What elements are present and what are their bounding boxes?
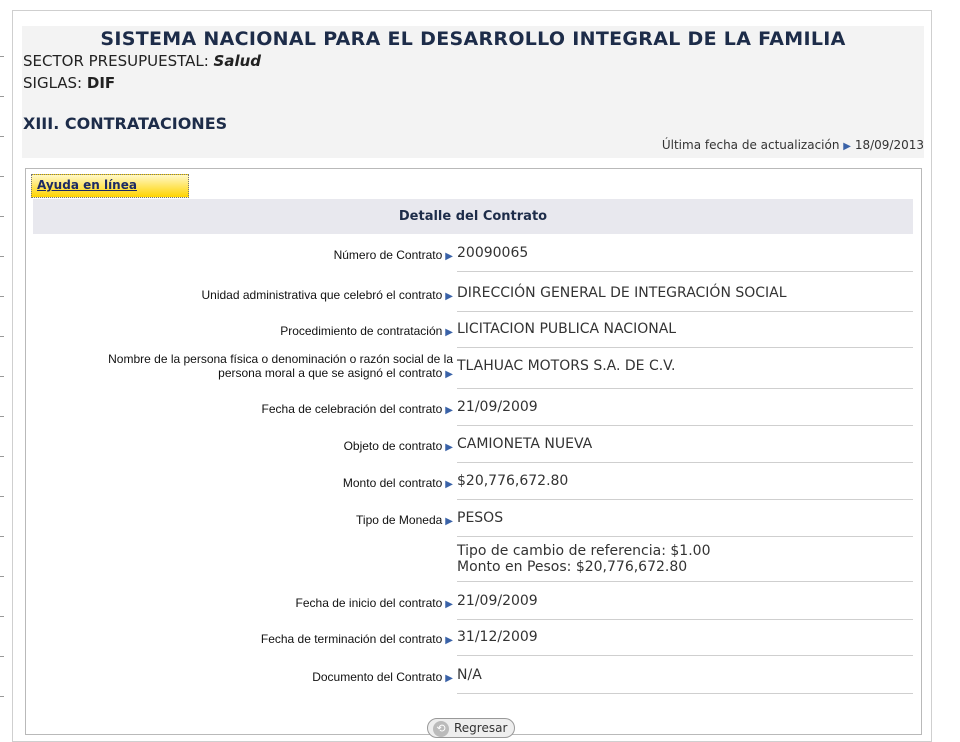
back-button[interactable]: ⟲ Regresar bbox=[427, 718, 515, 738]
last-update bbox=[662, 138, 924, 152]
row-value: LICITACION PUBLICA NACIONAL bbox=[457, 321, 913, 348]
play-arrow-icon: ▶ bbox=[445, 405, 453, 416]
back-icon: ⟲ bbox=[433, 721, 449, 737]
row-label: Fecha de celebración del contrato ▶ bbox=[261, 402, 453, 416]
row-label: Nombre de la persona física o denominación o razón social de la persona moral a que se asignó el contrato ▶ bbox=[108, 352, 453, 380]
row-label: Unidad administrativa que celebró el contrato ▶ bbox=[201, 288, 453, 302]
page-header bbox=[22, 26, 924, 158]
row-label: Fecha de terminación del contrato ▶ bbox=[260, 632, 453, 646]
row-value: DIRECCIÓN GENERAL DE INTEGRACIÓN SOCIAL bbox=[457, 285, 913, 312]
row-label: Monto del contrato ▶ bbox=[342, 476, 453, 490]
row-value: 31/12/2009 bbox=[457, 629, 913, 656]
page-title: SISTEMA NACIONAL PARA EL DESARROLLO INTEGRAL DE LA FAMILIA bbox=[100, 28, 846, 50]
row-label: Objeto de contrato ▶ bbox=[343, 439, 453, 453]
help-online-link[interactable]: Ayuda en línea bbox=[31, 174, 189, 198]
sector-value: Salud bbox=[213, 52, 262, 70]
row-value: TLAHUAC MOTORS S.A. DE C.V. bbox=[457, 358, 913, 389]
row-value: 20090065 bbox=[457, 245, 913, 272]
row-value: Tipo de cambio de referencia: $1.00 Monto en Pesos: $20,776,672.80 bbox=[457, 543, 913, 582]
row-value: PESOS bbox=[457, 510, 913, 537]
play-arrow-icon: ▶ bbox=[843, 141, 851, 152]
row-value: N/A bbox=[457, 667, 913, 694]
play-arrow-icon: ▶ bbox=[445, 599, 453, 610]
margin-ticks bbox=[0, 0, 8, 727]
row-label: Número de Contrato ▶ bbox=[333, 248, 453, 262]
update-date: 18/09/2013 bbox=[854, 138, 924, 152]
sector-line bbox=[23, 52, 261, 70]
play-arrow-icon: ▶ bbox=[445, 291, 453, 302]
play-arrow-icon: ▶ bbox=[445, 327, 453, 338]
siglas-value: DIF bbox=[86, 74, 116, 92]
row-value: 21/09/2009 bbox=[457, 399, 913, 426]
siglas-label: SIGLAS: bbox=[23, 74, 87, 92]
play-arrow-icon: ▶ bbox=[445, 516, 453, 527]
section-title: XIII. CONTRATACIONES bbox=[23, 114, 228, 133]
play-arrow-icon: ▶ bbox=[445, 635, 453, 646]
play-arrow-icon: ▶ bbox=[445, 673, 453, 684]
detail-title: Detalle del Contrato bbox=[33, 199, 913, 234]
play-arrow-icon: ▶ bbox=[445, 369, 453, 380]
row-label: Documento del Contrato ▶ bbox=[312, 670, 453, 684]
play-arrow-icon: ▶ bbox=[445, 251, 453, 262]
play-arrow-icon: ▶ bbox=[445, 479, 453, 490]
row-value: $20,776,672.80 bbox=[457, 473, 913, 500]
siglas-line bbox=[23, 74, 115, 92]
update-label: Última fecha de actualización bbox=[661, 138, 840, 152]
row-label: Procedimiento de contratación ▶ bbox=[280, 324, 453, 338]
row-value: CAMIONETA NUEVA bbox=[457, 436, 913, 463]
row-label: Fecha de inicio del contrato ▶ bbox=[295, 596, 453, 610]
sector-label: SECTOR PRESUPUESTAL: bbox=[23, 52, 214, 70]
row-label: Tipo de Moneda ▶ bbox=[356, 513, 453, 527]
row-value: 21/09/2009 bbox=[457, 593, 913, 620]
play-arrow-icon: ▶ bbox=[445, 442, 453, 453]
